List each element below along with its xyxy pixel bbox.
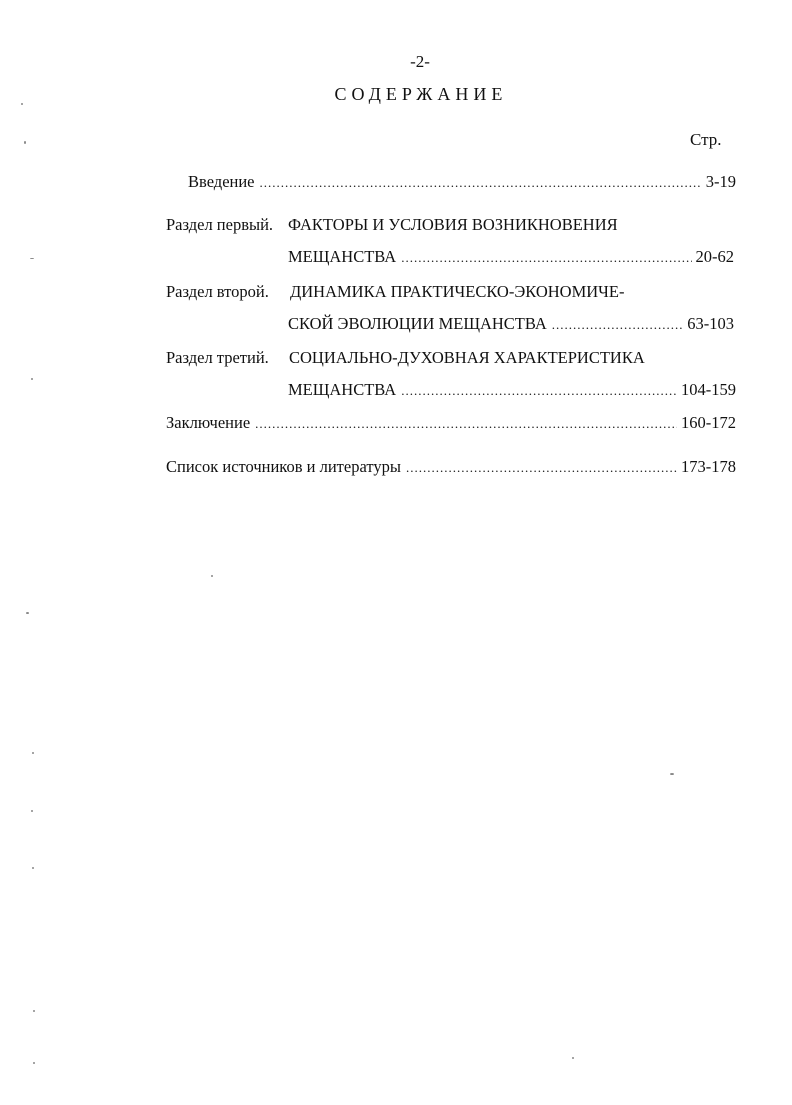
dot-leader bbox=[260, 175, 702, 191]
pages-column-heading: Стр. bbox=[690, 130, 722, 149]
toc-entry-intro bbox=[188, 172, 736, 194]
section-1-label: Раздел первый. bbox=[166, 215, 274, 234]
scan-speck bbox=[670, 773, 674, 775]
section-2-title-line1: ДИНАМИКА ПРАКТИЧЕСКО-ЭКОНОМИЧЕ- bbox=[290, 282, 625, 301]
scan-speck bbox=[31, 810, 33, 812]
scan-speck bbox=[32, 867, 34, 869]
toc-entry-pages: 173-178 bbox=[681, 457, 736, 476]
section-1-title-line1: ФАКТОРЫ И УСЛОВИЯ ВОЗНИКНОВЕНИЯ bbox=[288, 215, 618, 234]
scan-speck bbox=[572, 1057, 574, 1059]
scan-speck bbox=[26, 612, 29, 614]
toc-entry-pages: 3-19 bbox=[705, 172, 736, 191]
section-1-title-line2: МЕЩАНСТВА bbox=[288, 247, 397, 266]
toc-entry-pages: 63-103 bbox=[687, 314, 734, 333]
section-3-label: Раздел третий. bbox=[166, 348, 269, 367]
dot-leader bbox=[401, 250, 691, 266]
dot-leader bbox=[255, 416, 677, 432]
toc-entry-section-1 bbox=[288, 247, 734, 269]
dot-leader bbox=[552, 317, 683, 333]
toc-entry-sources bbox=[166, 457, 736, 479]
section-3-title-line1: СОЦИАЛЬНО-ДУХОВНАЯ ХАРАКТЕРИСТИКА bbox=[289, 348, 645, 367]
scan-speck bbox=[33, 1062, 35, 1064]
toc-entry-text: Список источников и литературы bbox=[166, 457, 401, 476]
scan-speck bbox=[33, 1010, 35, 1012]
dot-leader bbox=[406, 460, 677, 476]
toc-entry-pages: 20-62 bbox=[695, 247, 734, 266]
section-2-title-line2: СКОЙ ЭВОЛЮЦИИ МЕЩАНСТВА bbox=[288, 314, 547, 333]
document-title: СОДЕРЖАНИЕ bbox=[334, 84, 508, 104]
scan-speck bbox=[21, 103, 23, 105]
section-2-label: Раздел второй. bbox=[166, 282, 269, 301]
scan-speck bbox=[24, 141, 26, 144]
toc-entry-pages: 160-172 bbox=[681, 413, 736, 432]
scan-speck bbox=[30, 258, 34, 259]
toc-entry-section-3 bbox=[288, 380, 736, 402]
toc-entry-pages: 104-159 bbox=[681, 380, 736, 399]
page-number: -2- bbox=[410, 52, 430, 71]
toc-entry-text: Введение bbox=[188, 172, 255, 191]
toc-entry-text: Заключение bbox=[166, 413, 251, 432]
scan-speck bbox=[32, 752, 34, 754]
toc-entry-conclusion bbox=[166, 413, 736, 435]
scan-speck bbox=[211, 575, 213, 577]
dot-leader bbox=[401, 383, 677, 399]
toc-entry-section-2 bbox=[288, 314, 734, 336]
scan-speck bbox=[31, 378, 33, 380]
section-3-title-line2: МЕЩАНСТВА bbox=[288, 380, 397, 399]
